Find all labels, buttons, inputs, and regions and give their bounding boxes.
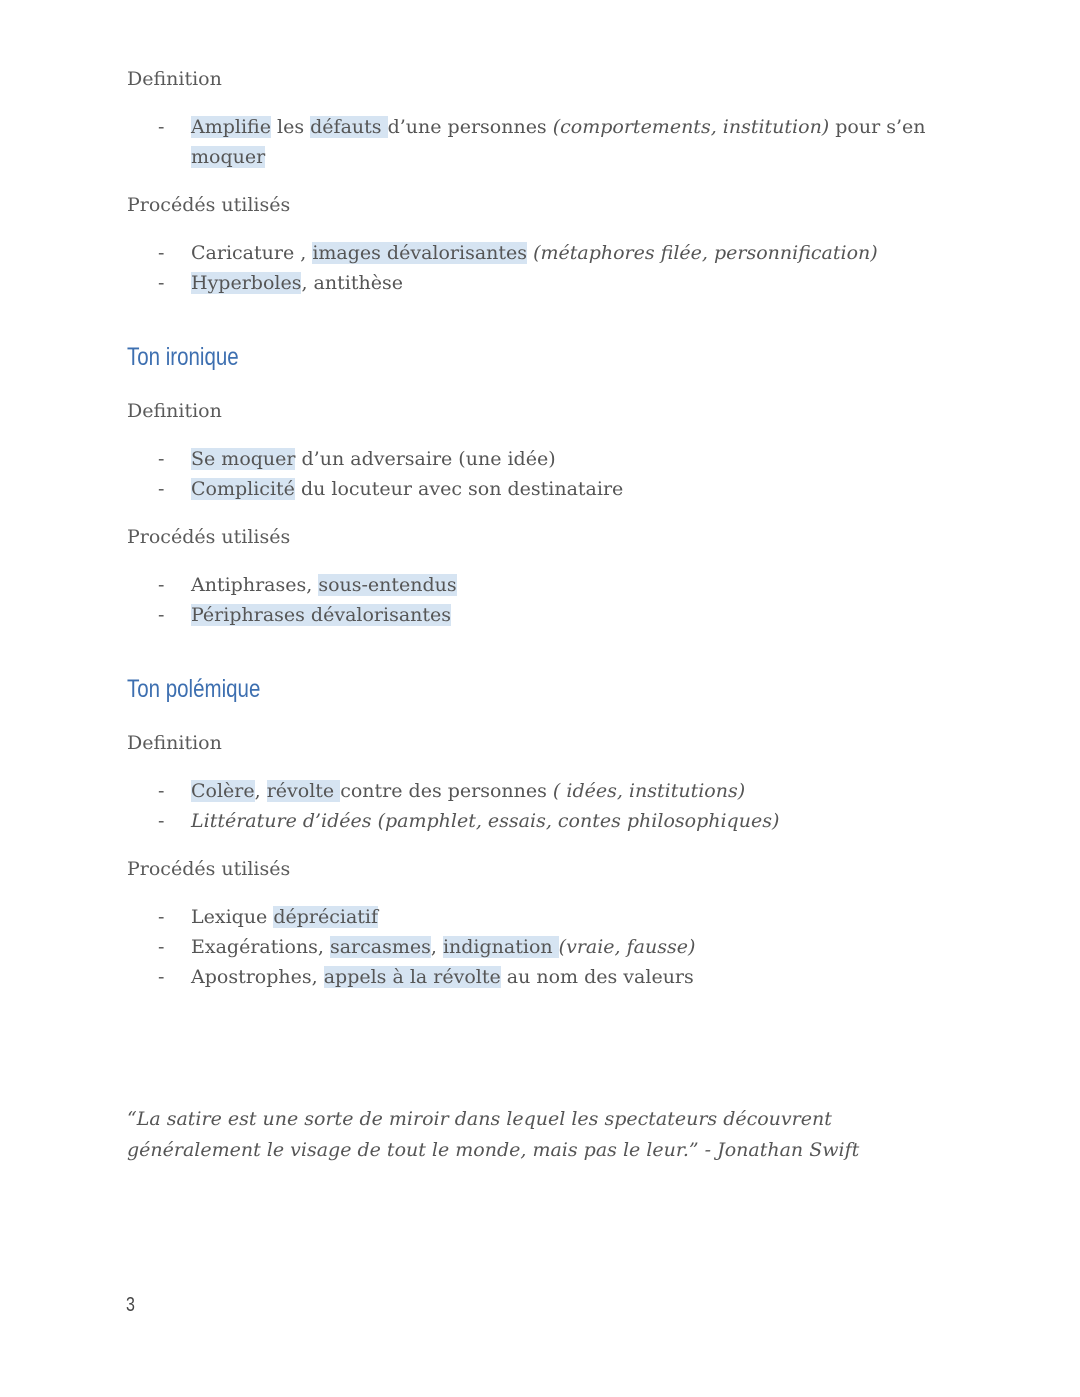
procedes-label: Procédés utilisés bbox=[127, 526, 291, 548]
procedes-label: Procédés utilisés bbox=[127, 858, 291, 880]
highlighted-term: Périphrases dévalorisantes bbox=[191, 604, 452, 626]
bullet-dash: - bbox=[158, 966, 165, 988]
highlighted-term: Hyperboles bbox=[191, 272, 302, 294]
highlighted-term: images dévalorisantes bbox=[312, 242, 528, 264]
definition-label: Definition bbox=[127, 732, 222, 754]
highlighted-term: dépréciatif bbox=[273, 906, 379, 928]
page-number: 3 bbox=[126, 1294, 135, 1316]
highlighted-term: indignation bbox=[442, 936, 559, 958]
highlighted-term: défauts bbox=[310, 116, 388, 138]
bullet-dash: - bbox=[158, 936, 165, 958]
bullet-dash: - bbox=[158, 810, 165, 832]
bullet-dash: - bbox=[158, 780, 165, 802]
bullet-dash: - bbox=[158, 448, 165, 470]
highlighted-term: sarcasmes bbox=[329, 936, 431, 958]
bullet-dash: - bbox=[158, 574, 165, 596]
bullet-dash: - bbox=[158, 906, 165, 928]
bullet-dash: - bbox=[158, 478, 165, 500]
definition-label: Definition bbox=[127, 400, 222, 422]
highlighted-term: Amplifie bbox=[191, 116, 271, 138]
procedes-label: Procédés utilisés bbox=[127, 194, 291, 216]
highlighted-term: révolte bbox=[266, 780, 341, 802]
highlighted-term: Colère bbox=[191, 780, 255, 802]
highlighted-term: Complicité bbox=[191, 478, 295, 500]
definition-label: Definition bbox=[127, 68, 222, 90]
highlighted-term: Se moquer bbox=[191, 448, 296, 470]
highlighted-term: appels à la révolte bbox=[323, 966, 501, 988]
section-heading-ironique: Ton ironique bbox=[127, 343, 239, 371]
quote-block: “La satire est une sorte de miroir dans lequel les spectateurs découvrent généralement le visage de tout le monde, mais pas le leur.” - Jonathan Swift bbox=[127, 1108, 860, 1161]
highlighted-term: sous-entendus bbox=[318, 574, 457, 596]
bullet-dash: - bbox=[158, 242, 165, 264]
bullet-dash: - bbox=[158, 272, 165, 294]
document-page: Definition - Amplifie les défauts d’une personnes (comportements, institution) pour s’en moquer Procédés utilisés - Caricature , images dévalorisantes (métaphores filée, personnification) - Hyperboles, antithèse Ton ironique Definition - Se moquer d’un adversaire (une idée) - Complicité du locuteur avec son destinataire Procédés utilisés - Antiphrases, sous-entendus - Périphrases dévalorisantes Ton polémique Definition - Colère, révolte contre des personnes ( idées, institutions) - Littérature d’idées (pamphlet, essais, contes philosophiques) Procédés utilisés - Lexique dépréciatif - Exagérations, sarcasmes, indignation (vraie, fausse) - Apostrophes, appels à la révolte au nom des valeurs “La satire est une sorte de miroir dans lequel les spectateurs découvrent généralement le visage de tout le monde, mais pas le leur.” - Jonathan Swift 3 bbox=[0, 0, 1080, 1397]
section-heading-polemique: Ton polémique bbox=[127, 675, 261, 703]
bullet-dash: - bbox=[158, 604, 165, 626]
bullet-dash: - bbox=[158, 116, 165, 138]
highlighted-term: moquer bbox=[191, 146, 266, 168]
